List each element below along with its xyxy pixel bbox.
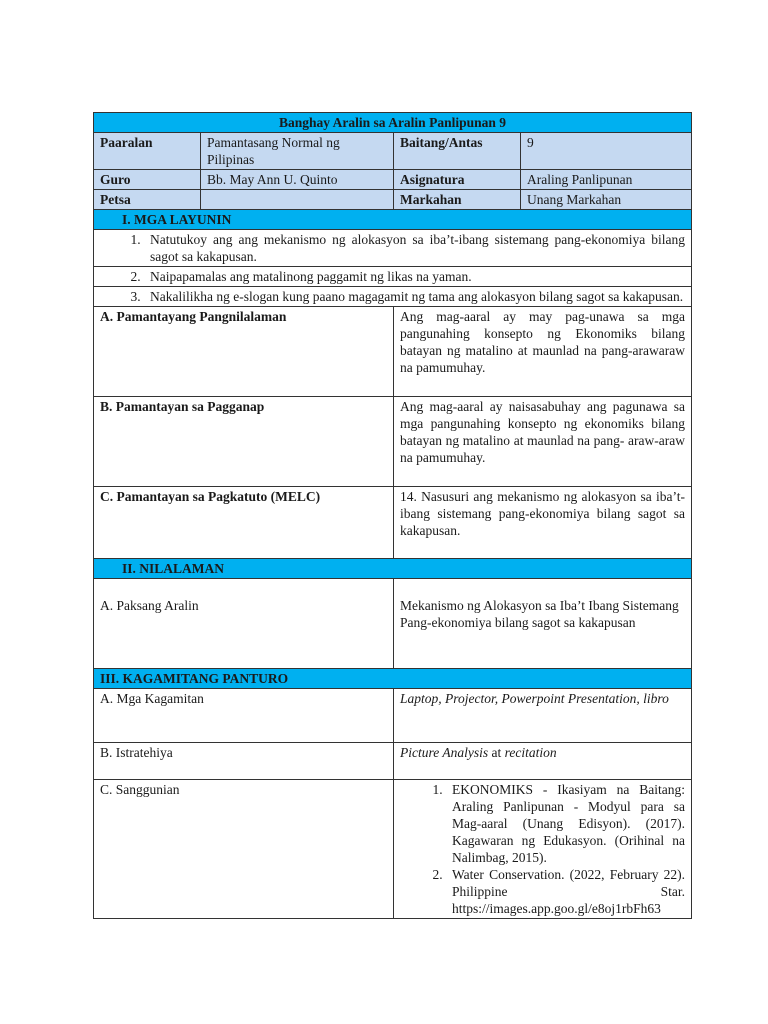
subject-value: Araling Panlipunan	[521, 170, 692, 190]
lesson-plan-document	[93, 112, 691, 919]
objective-3-text: 3. Nakalilikha ng e-slogan kung paano magagamit ng tama ang alokasyon bilang sagot sa kakapusan.	[144, 288, 685, 305]
standard-c-label: C. Pamantayan sa Pagkatuto (MELC)	[94, 487, 394, 559]
grade-label: Baitang/Antas	[394, 133, 521, 170]
standard-c-text: 14. Nasusuri ang mekanismo ng alokasyon sa iba’t-ibang sistemang pang-ekonomiya bilang sagot sa kakapusan.	[394, 487, 692, 559]
materials-text: Laptop, Projector, Powerpoint Presentation, libro	[394, 689, 692, 743]
strategy-part-1: Picture Analysis	[400, 745, 489, 760]
standard-a-label: A. Pamantayang Pangnilalaman	[94, 307, 394, 397]
reference-item-2: 2. Water Conservation. (2022, February 22). Philippine Star. https://images.app.goo.gl/e8oj1rbFh63	[446, 866, 685, 917]
teacher-value: Bb. May Ann U. Quinto	[201, 170, 394, 190]
section-heading-nilalaman: II. NILALAMAN	[94, 559, 692, 579]
topic-text: Mekanismo ng Alokasyon sa Iba’t Ibang Sistemang Pang-ekonomiya bilang sagot sa kakapusan	[394, 579, 692, 669]
subject-label: Asignatura	[394, 170, 521, 190]
date-value	[201, 190, 394, 210]
school-value: Pamantasang Normal ng Pilipinas	[201, 133, 394, 170]
references-list-cell	[394, 780, 692, 919]
objective-1-text: 1. Natutukoy ang ang mekanismo ng alokasyon sa iba’t-ibang sistemang pang-ekonomiya bilang sagot sa kakapusan.	[144, 231, 685, 265]
document-title: Banghay Aralin sa Aralin Panlipunan 9	[94, 113, 692, 133]
objective-item-1	[94, 230, 692, 267]
materials-label: A. Mga Kagamitan	[94, 689, 394, 743]
reference-item-1: 1. EKONOMIKS - Ikasiyam na Baitang: Araling Panlipunan - Modyul para sa Mag-aaral (Unang Edisyon). (2017). Kagawaran ng Edukasyon. (Orihinal na Nalimbag, 2015).	[446, 781, 685, 866]
section-heading-layunin: I. MGA LAYUNIN	[94, 210, 692, 230]
strategy-part-3: recitation	[504, 745, 557, 760]
standard-a-text: Ang mag-aaral ay may pag-unawa sa mga pangunahing konsepto ng Ekonomiks bilang batayan ng matalino at maunlad na pang-arawaraw na pamumuhay.	[394, 307, 692, 397]
topic-label: A. Paksang Aralin	[94, 579, 394, 669]
school-label: Paaralan	[94, 133, 201, 170]
objective-2-text: 2. Naipapamalas ang matalinong paggamit ng likas na yaman.	[144, 268, 685, 285]
date-label: Petsa	[94, 190, 201, 210]
lesson-plan-table	[93, 112, 692, 919]
quarter-label: Markahan	[394, 190, 521, 210]
strategy-text	[394, 743, 692, 780]
objective-item-2	[94, 267, 692, 287]
quarter-value: Unang Markahan	[521, 190, 692, 210]
section-heading-kagamitan: III. KAGAMITANG PANTURO	[94, 669, 692, 689]
objective-item-3	[94, 287, 692, 307]
standard-b-label: B. Pamantayan sa Pagganap	[94, 397, 394, 487]
teacher-label: Guro	[94, 170, 201, 190]
grade-value: 9	[521, 133, 692, 170]
standard-b-text: Ang mag-aaral ay naisasabuhay ang pagunawa sa mga pangunahing konsepto ng ekonomiks bilang batayan ng matalino at maunlad na pang- araw-araw na pamumuhay.	[394, 397, 692, 487]
strategy-label: B. Istratehiya	[94, 743, 394, 780]
references-label: C. Sanggunian	[94, 780, 394, 919]
strategy-part-2: at	[488, 745, 505, 760]
